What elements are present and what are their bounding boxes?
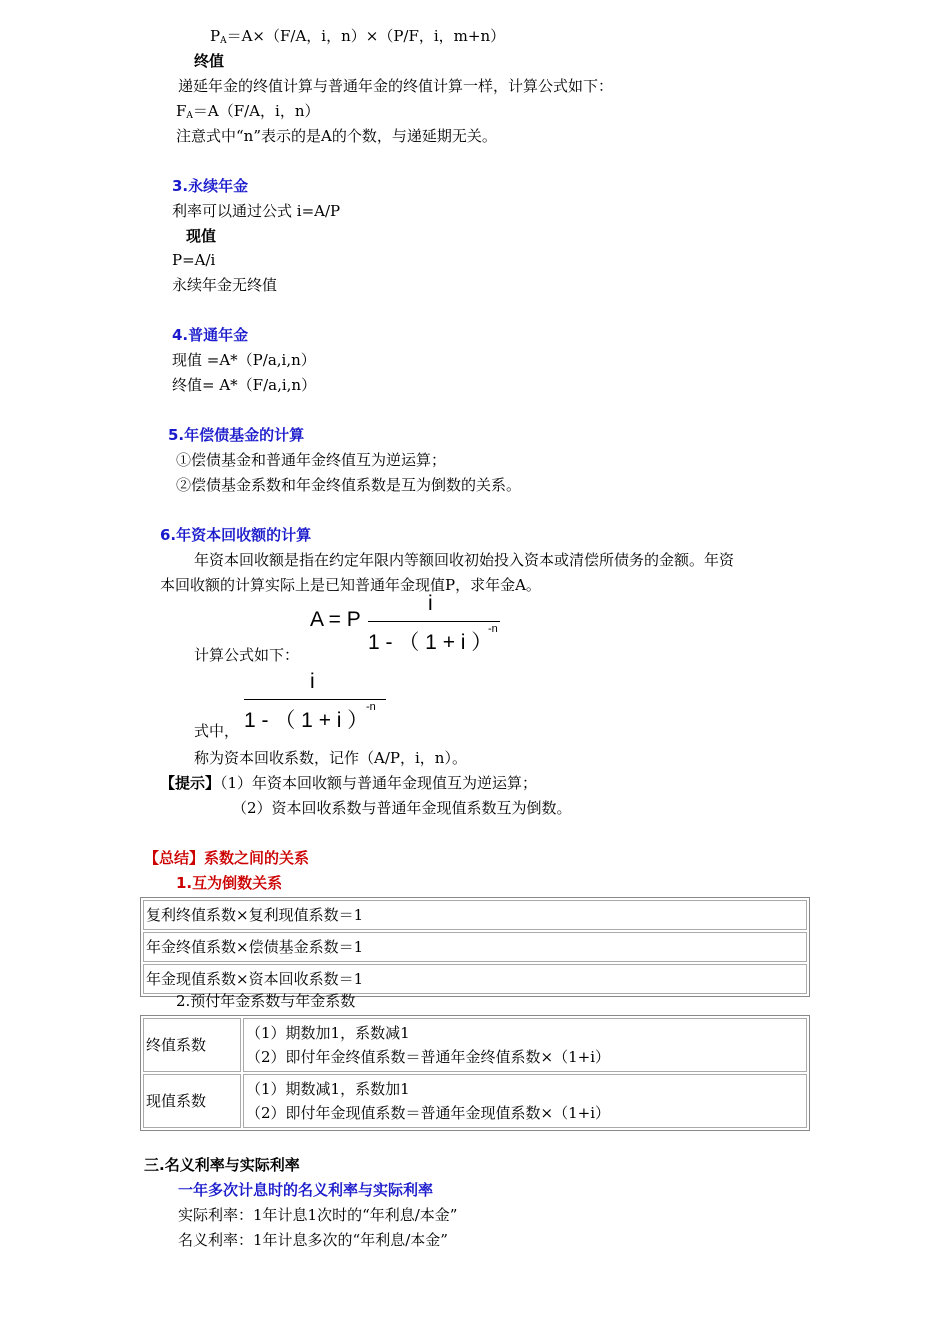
coef-denominator: 1 - （ 1 + i ） xyxy=(244,709,369,732)
tip-line-2: （2）资本回收系数与普通年金现值系数互为倒数。 xyxy=(232,799,572,817)
section3-subheading: 一年多次计息时的名义利率与实际利率 xyxy=(178,1181,434,1199)
formula-label: 计算公式如下： xyxy=(194,646,300,664)
capital-recovery-heading: 6.年资本回收额的计算 xyxy=(160,526,312,544)
effective-rate-line: 实际利率：1年计息1次时的“年利息/本金” xyxy=(178,1206,458,1224)
sinking-fund-item-2: ②偿债基金系数和年金终值系数是互为倒数的关系。 xyxy=(176,476,522,494)
table-cell-label: 终值系数 xyxy=(143,1018,241,1072)
final-value-desc: 递延年金的终值计算与普通年金的终值计算一样，计算公式如下： xyxy=(178,77,614,95)
table-cell-label: 现值系数 xyxy=(143,1074,241,1128)
coef-label: 式中， xyxy=(194,722,240,740)
section3-heading: 三.名义利率与实际利率 xyxy=(144,1156,300,1174)
formula-lhs: A = P xyxy=(310,608,361,631)
ordinary-heading: 4.普通年金 xyxy=(172,326,249,344)
final-value-heading: 终值 xyxy=(194,52,225,70)
table-cell: 年金现值系数×资本回收系数＝1 xyxy=(143,964,807,994)
summary-heading: 【总结】系数之间的关系 xyxy=(144,849,310,867)
sinking-fund-heading: 5.年偿债基金的计算 xyxy=(168,426,305,444)
coef-numerator: i xyxy=(310,670,315,693)
table-row xyxy=(143,932,807,962)
pa-formula: $P_A=A\times(F/A$，i，n）×（P/F，i，m+n） xyxy=(210,27,506,46)
perpetuity-no-fv: 永续年金无终值 xyxy=(172,276,278,294)
formula-exponent: -n xyxy=(488,623,498,635)
prepaid-table xyxy=(140,1015,810,1131)
coef-fraction-bar xyxy=(244,699,386,700)
perpetuity-pv-formula: P=A/i xyxy=(172,251,216,269)
coef-desc: 称为资本回收系数，记作（A/P，i，n）。 xyxy=(194,749,467,767)
table-cell: 复利终值系数×复利现值系数＝1 xyxy=(143,900,807,930)
table-row xyxy=(143,900,807,930)
capital-recovery-para-2: 本回收额的计算实际上是已知普通年金现值P，求年金A。 xyxy=(160,576,541,594)
capital-recovery-formula xyxy=(310,592,510,656)
table-row xyxy=(143,1018,807,1072)
formula-denominator: 1 - （ 1 + i ） xyxy=(368,631,493,654)
sinking-fund-item-1: ①偿债基金和普通年金终值互为逆运算； xyxy=(176,451,447,469)
table-cell: （1）期数减1，系数加1 （2）即付年金现值系数＝普通年金现值系数×（1+i） xyxy=(243,1074,807,1128)
ordinary-pv-line: 现值 =A*（P/a,i,n） xyxy=(172,351,316,369)
table-cell: 年金终值系数×偿债基金系数＝1 xyxy=(143,932,807,962)
perpetuity-heading: 3.永续年金 xyxy=(172,177,249,195)
note-text: 注意式中“n”表示的是A的个数，与递延期无关。 xyxy=(176,127,497,145)
recovery-coefficient-formula xyxy=(244,668,394,730)
table-row xyxy=(143,964,807,994)
prepaid-heading: 2.预付年金系数与年金系数 xyxy=(176,992,356,1010)
table-cell: （1）期数加1，系数减1 （2）即付年金终值系数＝普通年金终值系数×（1+i） xyxy=(243,1018,807,1072)
fa-formula: $F_A=A(F/A$，i，n） xyxy=(176,102,320,121)
reciprocal-table xyxy=(140,897,810,997)
tip-line-1: 【提示】（1）年资本回收额与普通年金现值互为逆运算； xyxy=(160,774,538,792)
capital-recovery-para-1: 年资本回收额是指在约定年限内等额回收初始投入资本或清偿所债务的金额。年资 xyxy=(194,551,735,569)
table-row xyxy=(143,1074,807,1128)
perpetuity-rate-line: 利率可以通过公式 i=A/P xyxy=(172,202,341,220)
reciprocal-heading: 1.互为倒数关系 xyxy=(176,874,283,892)
tip-label: 【提示】 xyxy=(160,774,221,792)
ordinary-fv-line: 终值= A*（F/a,i,n） xyxy=(172,376,317,394)
nominal-rate-line: 名义利率：1年计息多次的“年利息/本金” xyxy=(178,1231,448,1249)
formula-numerator: i xyxy=(428,592,433,615)
perpetuity-pv-heading: 现值 xyxy=(186,227,217,245)
formula-fraction-bar xyxy=(368,621,500,622)
coef-exponent: -n xyxy=(366,701,376,713)
